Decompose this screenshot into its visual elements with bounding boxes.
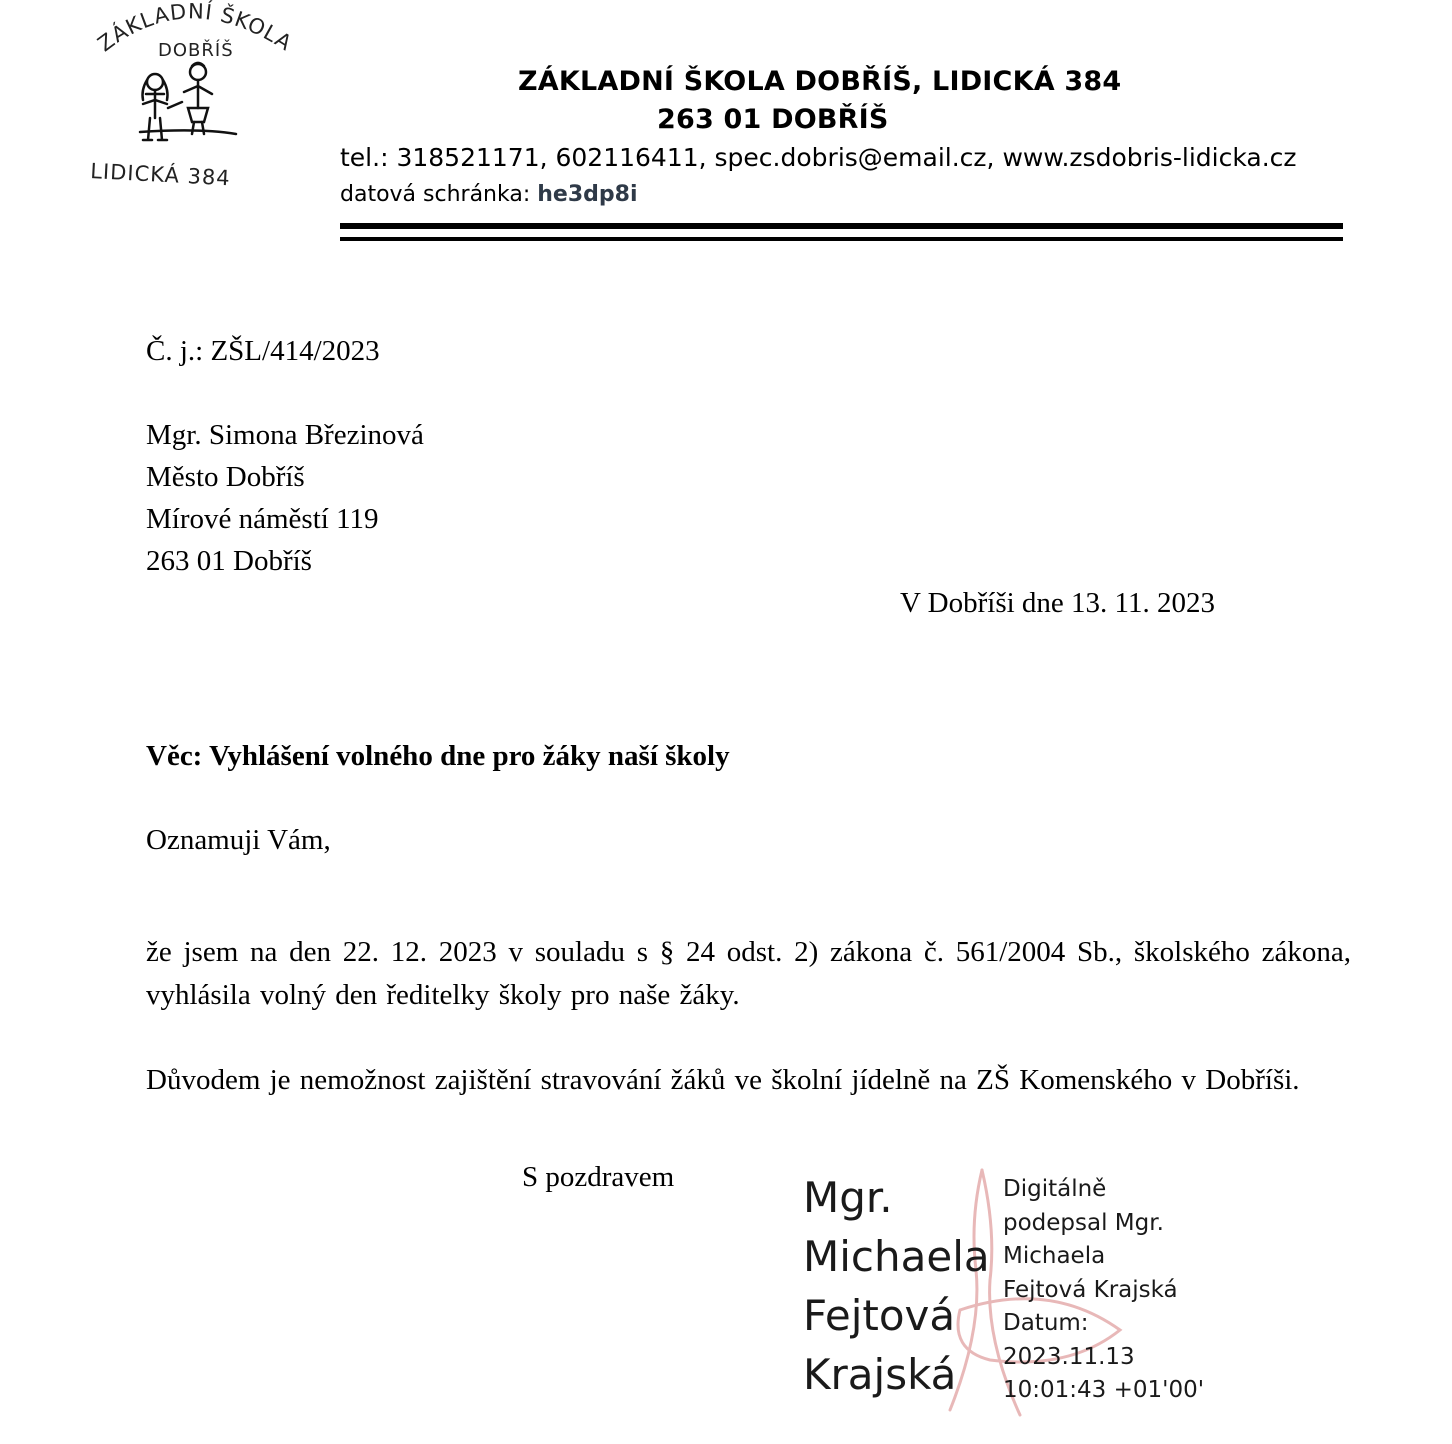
signature-name-line: Michaela (803, 1232, 990, 1281)
signature-info-line: 2023.11.13 (1003, 1343, 1135, 1370)
school-postal-heading: 263 01 DOBŘÍŠ (657, 104, 889, 135)
recipient-address (146, 414, 424, 582)
letter-closing: S pozdravem (522, 1161, 675, 1193)
letter-subject: Věc: Vyhlášení volného dne pro žáky naší školy (146, 740, 730, 772)
letter-greeting: Oznamuji Vám, (146, 824, 331, 856)
school-contact-line: tel.: 318521171, 602116411, spec.dobris@email.cz, www.zsdobris-lidicka.cz (340, 143, 1297, 172)
logo-arc-text: ZÁKLADNÍ ŠKOLA (93, 0, 297, 57)
school-logo (80, 0, 320, 200)
signature-info-line: podepsal Mgr. (1003, 1209, 1164, 1236)
signature-info (1003, 1173, 1204, 1408)
signature-info-line: Digitálně (1003, 1176, 1107, 1202)
signature-info-line: Datum: (1003, 1310, 1089, 1336)
recipient-city: 263 01 Dobříš (146, 545, 312, 577)
signature-name-line: Fejtová (803, 1291, 956, 1340)
databox-label: datová schránka: (340, 182, 531, 207)
reference-number: Č. j.: ZŠL/414/2023 (146, 335, 380, 367)
recipient-name: Mgr. Simona Březinová (146, 419, 424, 451)
signature-info-line: Fejtová Krajská (1003, 1276, 1178, 1303)
signature-name-line: Mgr. (803, 1173, 893, 1222)
logo-middle-text: DOBŘÍŠ (158, 40, 234, 61)
signature-name (803, 1168, 990, 1404)
signature-info-line: 10:01:43 +01'00' (1003, 1377, 1205, 1403)
recipient-organization: Město Dobříš (146, 461, 305, 493)
school-logo-drawing (80, 0, 320, 200)
databox-id: he3dp8i (537, 182, 638, 207)
header-rule-thin (340, 237, 1343, 241)
place-date: V Dobříši dne 13. 11. 2023 (900, 587, 1215, 619)
header-rule-thick (340, 223, 1343, 229)
databox-line (340, 182, 638, 207)
school-name-heading: ZÁKLADNÍ ŠKOLA DOBŘÍŠ, LIDICKÁ 384 (518, 66, 1122, 97)
letter-paragraph-2: Důvodem je nemožnost zajištění stravování žáků ve školní jídelně na ZŠ Komenského v Dobříši. (146, 1064, 1300, 1096)
children-drawing (140, 63, 236, 140)
recipient-street: Mírové náměstí 119 (146, 503, 379, 535)
signature-info-line: Michaela (1003, 1243, 1106, 1269)
signature-name-line: Krajská (803, 1350, 957, 1399)
letter-paragraph-1: že jsem na den 22. 12. 2023 v souladu s § 24 odst. 2) zákona č. 561/2004 Sb., školského zákona, vyhlásila volný den ředitelky školy pro naše žáky. (146, 936, 1351, 1011)
logo-bottom-text: LIDICKÁ 384 (89, 159, 232, 191)
